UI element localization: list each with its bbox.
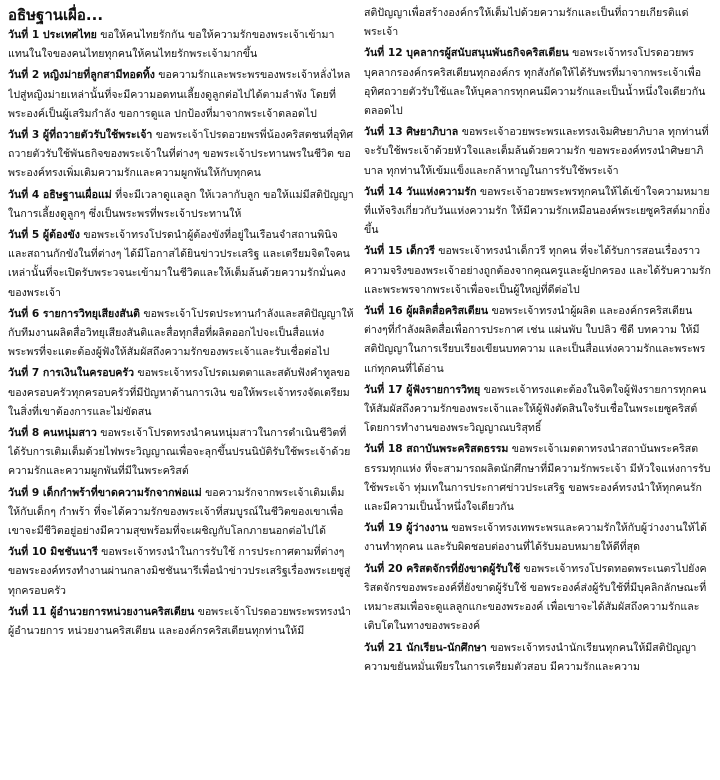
prayer-entry-text: สติปัญญาเพื่อสร้างองค์กรให้เต็มไปด้วยความรักและเป็นที่ถวายเกียรติแด่พระเจ้า [364, 7, 689, 39]
prayer-entry-label: วันที่ 18 สถาบันพระคริสตธรรม [364, 443, 509, 456]
right-entries [364, 4, 712, 677]
prayer-entry-text: ขอพระเจ้าอวยพระพรทุกคนให้ได้เข้าใจความหมายที่แท้จริงเกี่ยวกับวันแห่งความรัก ให้มีความรักเหมือนองค์พระเยซูคริสต์มากยิ่งขึ้น [364, 185, 711, 237]
prayer-entry-text: ขอพระเจ้าทรงโปรดเมตตาและสดับฟังคำทูลขอของครอบครัวทุกครอบครัวที่มีปัญหาด้านการเงิน ขอให้พระเจ้าทรงจัดเตรียมในสิ่งที่เขาต้องการและไม่ขัดสน [8, 367, 351, 418]
prayer-entry [8, 603, 354, 641]
prayer-entry-text: ขอพระเจ้าโปรดประทานกำลังและสติปัญญาให้กับทีมงานผลิตสื่อวิทยุเสียงสันติและสื่อทุกสื่อที่ผลิตออกไปจะเป็นสื่อแห่งพระพรที่จะแตะต้องผู้ฟังให้สัมผัสถึงความรักของพระเจ้าและรับเชื่อต่อไป [8, 307, 354, 359]
prayer-entry-label: วันที่ 14 วันแห่งความรัก [364, 185, 477, 198]
prayer-entry-label: วันที่ 1 ประเทศไทย [8, 29, 97, 41]
prayer-entry-text: ขอพระเจ้าทรงนำในการรับใช้ การประกาศตามที่ต่างๆ ขอพระองค์ทรงทำงานผ่านกลางมิชชันนารีเพื่อนำข่าวประเสริฐเรื่องพระเยซูสู่ทุกครอบครัว [8, 546, 351, 597]
prayer-entry-label: วันที่ 20 คริสตจักรที่ยังขาดผู้รับใช้ [364, 562, 521, 575]
prayer-entry-text: ขอพระเจ้าทรงเทพระพรและความรักให้กับผู้ว่างงานให้ได้งานทำทุกคน และรับผิดชอบต่องานที่ได้รับมอบหมายให้ดีที่สุด [364, 522, 707, 554]
prayer-entry [364, 639, 712, 677]
prayer-entry-label: วันที่ 10 มิชชันนารี [8, 546, 98, 559]
prayer-entry [364, 302, 712, 379]
document-heading: อธิษฐานเผื่อ... [8, 6, 104, 24]
prayer-entry [8, 226, 354, 303]
prayer-entry [364, 381, 712, 439]
prayer-entry-label: วันที่ 19 ผู้ว่างงาน [364, 522, 448, 535]
prayer-entry-text: ขอพระเจ้าทรงนำผู้ผลิต และองค์กรคริสเตียนต่างๆที่กำลังผลิตสื่อเพื่อการประกาศ เช่น แผ่นพับ ใบปลิว ซีดี บทความ ให้มีสติปัญญาในการเรียบเรียงเขียนบทความ และเป็นสื่อแห่งความรักและพระพรแก่ทุกคนที่ได้อ่าน [364, 305, 706, 375]
two-column-layout [8, 4, 712, 780]
prayer-entry-label: วันที่ 4 อธิษฐานเผื่อแม่ [8, 188, 112, 201]
prayer-entry [364, 560, 712, 637]
prayer-entry-text: ขอพระเจ้าโปรดทรงนำคนหนุ่มสาวในการดำเนินชีวิตที่ได้รับการเติมเต็มด้วยไฟพระวิญญาณเพื่อจะลุกขึ้นปรนนิบัติรับใช้พระเจ้าด้วยความรักและความผูกพันที่มีในพระคริสต์ [8, 427, 351, 478]
prayer-entry [8, 186, 354, 224]
prayer-entry [8, 424, 354, 482]
prayer-entry-label: วันที่ 13 ศิษยาภิบาล [364, 126, 459, 139]
prayer-entry-label: วันที่ 21 นักเรียน-นักศึกษา [364, 641, 487, 654]
prayer-entry-label: วันที่ 8 คนหนุ่มสาว [8, 427, 97, 440]
prayer-entry [8, 126, 354, 184]
prayer-entry-text: ขอให้คนไทยรักกัน ขอให้ความรักของพระเจ้าเข้ามาแทนในใจของคนไทยทุกคนให้คนไทยรักพระเจ้ามากขึ้น [8, 29, 335, 61]
prayer-entry [364, 242, 712, 300]
prayer-entry-label: วันที่ 12 บุคลากรผู้สนับสนุนพันธกิจคริสเตียน [364, 47, 569, 60]
prayer-entry-text: ขอพระเจ้าทรงโปรดทอดพระเนตรไปยังคริสตจักรของพระองค์ที่ยังขาดผู้รับใช้ ขอพระองค์ส่งผู้รับใช้ที่มีบุคลิกลักษณะที่เหมาะสมเพื่อจะดูแลลูกแกะของพระองค์ เพื่อเขาจะได้สัมผัสถึงความรักและเติบโตในทางของพระองค์ [364, 562, 707, 633]
prayer-entry-text: ขอพระเจ้าทรงแตะต้องในจิตใจผู้ฟังรายการทุกคนให้สัมผัสถึงความรักของพระเจ้าและให้ผู้ฟังตัดสินใจรับเชื่อในพระเยซูคริสต์โดยการทำงานของพระวิญญาณบริสุทธิ์ [364, 383, 707, 435]
prayer-entry-text: ขอพระเจ้าทรงโปรดอวยพรบุคลากรองค์กรคริสเตียนทุกองค์กร ทุกสังกัดให้ได้รับพรที่มาจากพระเจ้าเพื่ออุทิศถวายตัวรับใช้และให้บุคลากรทุกคนมีความรักและเป็นน้ำหนึ่งใจเดียวกันตลอดไป [364, 47, 706, 118]
prayer-entry-label: วันที่ 15 เด็กวรี [364, 245, 435, 258]
prayer-entry-label: วันที่ 3 ผู้ที่ถวายตัวรับใช้พระเจ้า [8, 129, 153, 142]
prayer-entry-text: ที่จะมีเวลาดูแลลูก ให้เวลากับลูก ขอให้แม่มีสติปัญญาในการเลี้ยงดูลูกๆ ซึ่งเป็นพระพรที่พระเจ้าประทานให้ [8, 188, 354, 220]
prayer-entry-text: ขอความรักจากพระเจ้าเติมเต็มให้กับเด็กๆ กำพร้า ที่จะได้ความรักของพระเจ้าที่สมบูรณ์ในชีวิตของเขาเพื่อเขาจะมีชีวิตอยู่อย่างมีความสุขพร้อมที่จะเผชิญกับโลกภายนอกต่อไปได้ [8, 486, 345, 538]
prayer-entry-text: ขอพระเจ้าทรงนำเด็กวรี ทุกคน ที่จะได้รับการสอนเรื่องราวความจริงของพระเจ้าอย่างถูกต้องจากคุณครูและผู้ปกครอง และได้รับความรักและพระพรจากพระเจ้าเพื่อจะเป็นผู้ใหญ่ที่ดีต่อไป [364, 245, 711, 296]
prayer-entry [364, 183, 712, 241]
prayer-entry [364, 519, 712, 557]
prayer-entry [8, 484, 354, 542]
prayer-entry [8, 364, 354, 422]
prayer-entry [8, 26, 354, 64]
prayer-entry-label: วันที่ 7 การเงินในครอบครัว [8, 367, 135, 380]
prayer-entry-label: วันที่ 17 ผู้ฟังรายการวิทยุ [364, 383, 481, 396]
left-entries [8, 26, 354, 641]
left-column [8, 4, 354, 780]
prayer-entry [364, 4, 712, 42]
prayer-entry-label: วันที่ 6 รายการวิทยุเสียงสันติ [8, 307, 141, 320]
prayer-entry-text: ขอพระเจ้าโปรดอวยพรพี่น้องคริสตชนที่อุทิศถวายตัวรับใช้พันธกิจของพระเจ้าในที่ต่างๆ ขอพระเจ้าประทานพรในชีวิต ขอพระองค์ทรงเพิ่มเติมความรักและความผูกพันให้กับทุกคน [8, 129, 354, 180]
prayer-entry [8, 66, 354, 124]
prayer-entry [8, 305, 354, 363]
prayer-entry-text: ขอความรักและพระพรของพระเจ้าหลั่งไหลไปสู่หญิงม่ายเหล่านั้นที่จะมีความอดทนเลี้ยงดูลูกต่อไปได้ตามลำพัง โดยที่พระองค์เป็นผู้เสริมกำลัง ขอการดูแล ปกป้องที่มาจากพระเจ้าตลอดไป [8, 69, 351, 120]
prayer-entry [8, 543, 354, 601]
prayer-entry-label: วันที่ 2 หญิงม่ายที่ลูกสามีทอดทิ้ง [8, 69, 155, 82]
prayer-entry-label: วันที่ 5 ผู้ต้องขัง [8, 229, 80, 242]
prayer-entry [364, 123, 712, 181]
prayer-entry [364, 440, 712, 517]
prayer-entry-label: วันที่ 11 ผู้อำนวยการหน่วยงานคริสเตียน [8, 605, 195, 618]
prayer-entry-text: ขอพระเจ้าโปรดอวยพระพรทรงนำผู้อำนวยการ หน่วยงานคริสเตียน และองค์กรคริสเตียนทุกท่านให้มี [8, 605, 351, 638]
prayer-entry [364, 44, 712, 121]
prayer-entry-text: ขอพระเจ้าอวยพระพรและทรงเจิมศิษยาภิบาล ทุกท่านที่จะรับใช้พระเจ้าด้วยหัวใจและเต็มล้นด้วยความรัก ขอพระองค์ทรงนำศิษยาภิบาล ทุกท่านให้เข้มแข็งและกล้าหาญในการรับใช้พระเจ้า [364, 126, 709, 177]
prayer-entry-text: ขอพระเจ้าเมตตาทรงนำสถาบันพระคริสตธรรมทุกแห่ง ที่จะสามารถผลิตนักศึกษาที่มีความรักพระเจ้า มีหัวใจแห่งการรับใช้พระเจ้า ทุ่มเทในการประกาศข่าวประเสริฐ ขอพระองค์ทรงนำให้ทุกคนรักและมีความเป็นน้ำหนึ่งใจเดียวกัน [364, 443, 711, 514]
prayer-entry-text: ขอพระเจ้าทรงโปรดนำผู้ต้องขังที่อยู่ในเรือนจำสถานพินิจและสถานกักขังในที่ต่างๆ ได้มีโอกาสได้ยินข่าวประเสริฐ และเตรียมจิตใจคนเหล่านั้นที่จะเปิดรับพระวจนะเข้ามาในชีวิตและให้เต็มล้นด้วยความรักมั่นคงของพระเจ้า [8, 229, 350, 299]
prayer-entry-label: วันที่ 9 เด็กกำพร้าที่ขาดความรักจากพ่อแม่ [8, 486, 202, 499]
right-column [364, 4, 712, 780]
prayer-entry-label: วันที่ 16 ผู้ผลิตสื่อคริสเตียน [364, 305, 489, 318]
prayer-entry-text: ขอพระเจ้าทรงนำนักเรียนทุกคนให้มีสติปัญญา ความขยันหมั่นเพียรในการเตรียมตัวสอบ มีความรักและความ [364, 641, 697, 673]
